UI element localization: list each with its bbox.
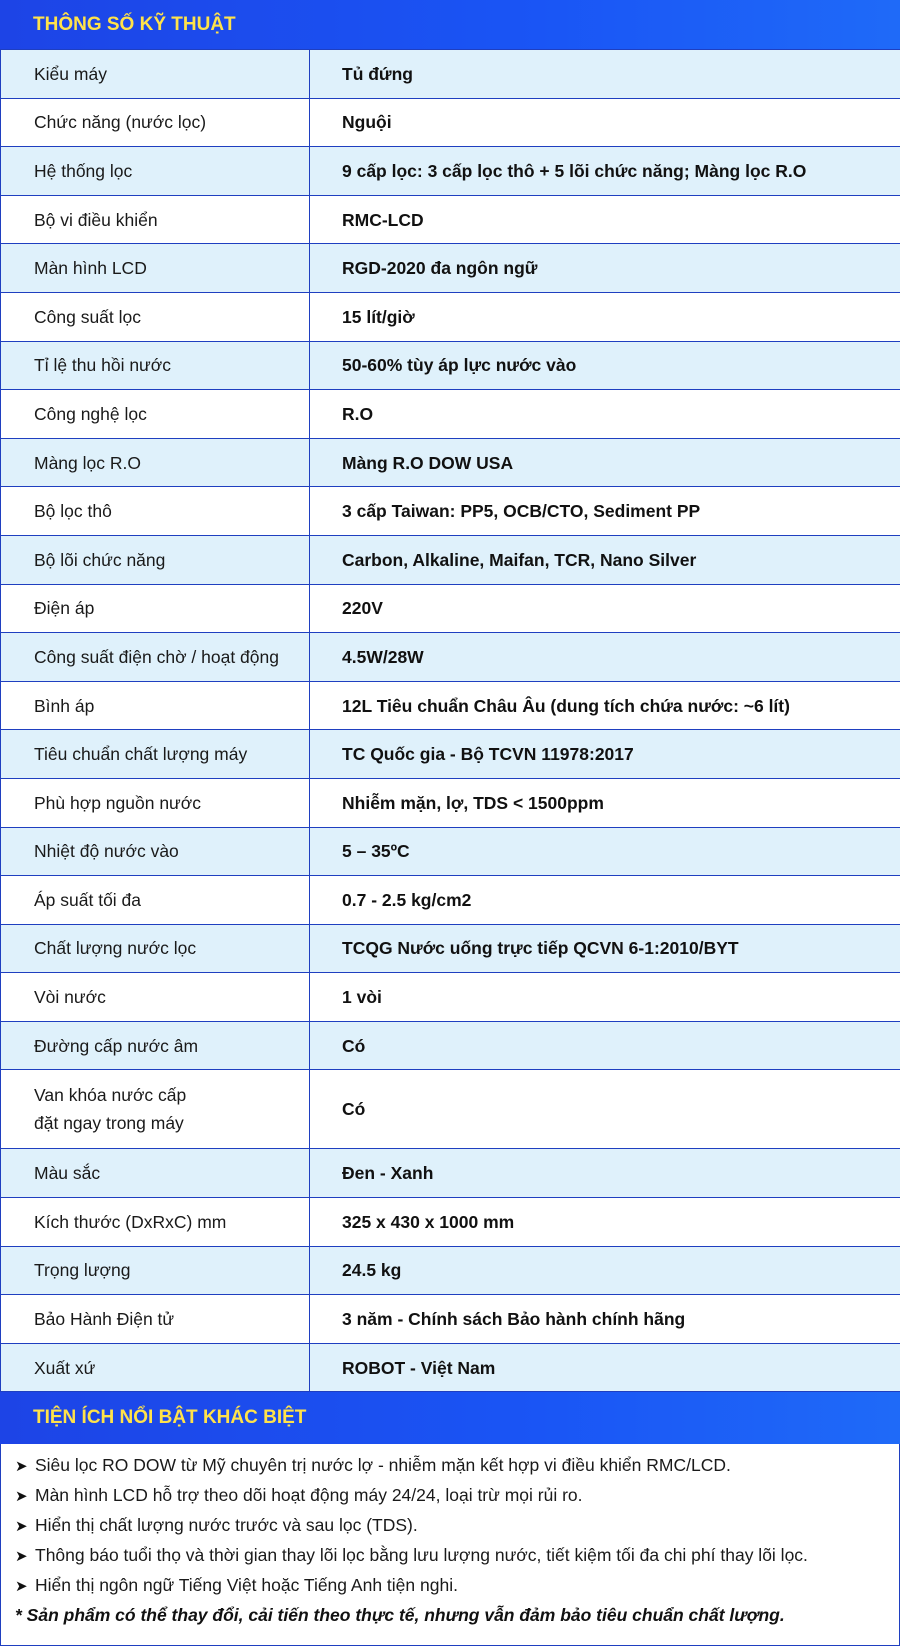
- spec-value: RMC-LCD: [310, 195, 900, 244]
- table-row: [1, 681, 900, 730]
- disclaimer-note: * Sản phẩm có thể thay đổi, cải tiến theo thực tế, nhưng vẫn đảm bảo tiêu chuẩn chất lượng.: [15, 1605, 785, 1626]
- table-row: [1, 535, 900, 584]
- spec-value: 220V: [310, 584, 900, 633]
- spec-label: Nhiệt độ nước vào: [1, 827, 310, 876]
- table-row: [1, 924, 900, 973]
- list-item: [15, 1571, 899, 1601]
- table-row: [1, 778, 900, 827]
- spec-value: 50-60% tùy áp lực nước vào: [310, 341, 900, 390]
- list-item: [15, 1511, 899, 1541]
- table-row: [1, 730, 900, 779]
- spec-label: Đường cấp nước âm: [1, 1021, 310, 1070]
- spec-label-line-1: Van khóa nước cấp: [34, 1085, 187, 1106]
- table-row: [1, 195, 900, 244]
- spec-label: Công nghệ lọc: [1, 390, 310, 439]
- feature-text: Hiển thị ngôn ngữ Tiếng Việt hoặc Tiếng Anh tiện nghi.: [35, 1575, 458, 1596]
- spec-value: 4.5W/28W: [310, 633, 900, 682]
- spec-label: Kích thước (DxRxC) mm: [1, 1198, 310, 1247]
- features-title: TIỆN ÍCH NỔI BẬT KHÁC BIỆT: [0, 1392, 900, 1444]
- table-row: [1, 390, 900, 439]
- table-row: [1, 1246, 900, 1295]
- table-row: [1, 1198, 900, 1247]
- spec-label: Hệ thống lọc: [1, 147, 310, 196]
- spec-value: Carbon, Alkaline, Maifan, TCR, Nano Silver: [310, 535, 900, 584]
- spec-value: Có: [310, 1021, 900, 1070]
- spec-value: 5 – 35ºC: [310, 827, 900, 876]
- spec-label: Trọng lượng: [1, 1246, 310, 1295]
- spec-value: Đen - Xanh: [310, 1149, 900, 1198]
- spec-value: 1 vòi: [310, 973, 900, 1022]
- spec-label: Kiểu máy: [1, 50, 310, 99]
- spec-label: Áp suất tối đa: [1, 876, 310, 925]
- table-row: [1, 827, 900, 876]
- spec-value: TCQG Nước uống trực tiếp QCVN 6-1:2010/BYT: [310, 924, 900, 973]
- table-row: [1, 1021, 900, 1070]
- spec-value: 3 cấp Taiwan: PP5, OCB/CTO, Sediment PP: [310, 487, 900, 536]
- spec-label: Công suất lọc: [1, 292, 310, 341]
- table-row: [1, 341, 900, 390]
- spec-value: 15 lít/giờ: [310, 292, 900, 341]
- table-row: [1, 244, 900, 293]
- spec-label: Bộ lọc thô: [1, 487, 310, 536]
- table-row: [1, 584, 900, 633]
- spec-value: Màng R.O DOW USA: [310, 438, 900, 487]
- spec-value: 325 x 430 x 1000 mm: [310, 1198, 900, 1247]
- table-row: [1, 147, 900, 196]
- spec-label: Bộ lõi chức năng: [1, 535, 310, 584]
- spec-value: Nhiễm mặn, lợ, TDS < 1500ppm: [310, 778, 900, 827]
- spec-value: 24.5 kg: [310, 1246, 900, 1295]
- spec-label: Phù hợp nguồn nước: [1, 778, 310, 827]
- spec-value: ROBOT - Việt Nam: [310, 1343, 900, 1392]
- spec-label: Chất lượng nước lọc: [1, 924, 310, 973]
- feature-text: Thông báo tuổi thọ và thời gian thay lõi lọc bằng lưu lượng nước, tiết kiệm tối đa chi phí thay lõi lọc.: [35, 1545, 808, 1566]
- spec-value: Tủ đứng: [310, 50, 900, 99]
- arrow-bullet-icon: ➤: [15, 1488, 28, 1506]
- table-row: [1, 438, 900, 487]
- spec-label: Bình áp: [1, 681, 310, 730]
- spec-value: 9 cấp lọc: 3 cấp lọc thô + 5 lõi chức năng; Màng lọc R.O: [310, 147, 900, 196]
- spec-label: Bộ vi điều khiển: [1, 195, 310, 244]
- table-row: [1, 1070, 900, 1149]
- arrow-bullet-icon: ➤: [15, 1458, 28, 1476]
- arrow-bullet-icon: ➤: [15, 1518, 28, 1536]
- table-row: [1, 50, 900, 99]
- table-row: [1, 633, 900, 682]
- spec-label-line-2: đặt ngay trong máy: [34, 1113, 184, 1134]
- list-item: [15, 1541, 899, 1571]
- spec-label: Bảo Hành Điện tử: [1, 1295, 310, 1344]
- spec-value: R.O: [310, 390, 900, 439]
- spec-label: Màng lọc R.O: [1, 438, 310, 487]
- specs-table: [0, 49, 900, 1392]
- spec-value: TC Quốc gia - Bộ TCVN 11978:2017: [310, 730, 900, 779]
- table-row: [1, 973, 900, 1022]
- spec-label: Màn hình LCD: [1, 244, 310, 293]
- features-list: [0, 1444, 900, 1646]
- table-row: [1, 1149, 900, 1198]
- table-row: [1, 98, 900, 147]
- spec-label: Chức năng (nước lọc): [1, 98, 310, 147]
- spec-label: Vòi nước: [1, 973, 310, 1022]
- table-row: [1, 1295, 900, 1344]
- list-item: [15, 1481, 899, 1511]
- spec-label: Công suất điện chờ / hoạt động: [1, 633, 310, 682]
- table-row: [1, 487, 900, 536]
- specs-title: THÔNG SỐ KỸ THUẬT: [0, 0, 900, 49]
- arrow-bullet-icon: ➤: [15, 1578, 28, 1596]
- spec-value: 0.7 - 2.5 kg/cm2: [310, 876, 900, 925]
- spec-label: Tỉ lệ thu hồi nước: [1, 341, 310, 390]
- spec-value: Nguội: [310, 98, 900, 147]
- spec-label: Màu sắc: [1, 1149, 310, 1198]
- spec-value: 12L Tiêu chuẩn Châu Âu (dung tích chứa nước: ~6 lít): [310, 681, 900, 730]
- table-row: [1, 292, 900, 341]
- table-row: [1, 876, 900, 925]
- arrow-bullet-icon: ➤: [15, 1548, 28, 1566]
- spec-label: [1, 1070, 310, 1149]
- feature-text: Hiển thị chất lượng nước trước và sau lọc (TDS).: [35, 1515, 418, 1536]
- spec-value: 3 năm - Chính sách Bảo hành chính hãng: [310, 1295, 900, 1344]
- table-row: [1, 1343, 900, 1392]
- spec-value: RGD-2020 đa ngôn ngữ: [310, 244, 900, 293]
- spec-label: Điện áp: [1, 584, 310, 633]
- list-item: [15, 1451, 899, 1481]
- feature-text: Màn hình LCD hỗ trợ theo dõi hoạt động máy 24/24, loại trừ mọi rủi ro.: [35, 1485, 583, 1506]
- spec-label: Tiêu chuẩn chất lượng máy: [1, 730, 310, 779]
- spec-label: Xuất xứ: [1, 1343, 310, 1392]
- feature-text: Siêu lọc RO DOW từ Mỹ chuyên trị nước lợ - nhiễm mặn kết hợp vi điều khiển RMC/LCD.: [35, 1455, 731, 1476]
- spec-value: Có: [310, 1070, 900, 1149]
